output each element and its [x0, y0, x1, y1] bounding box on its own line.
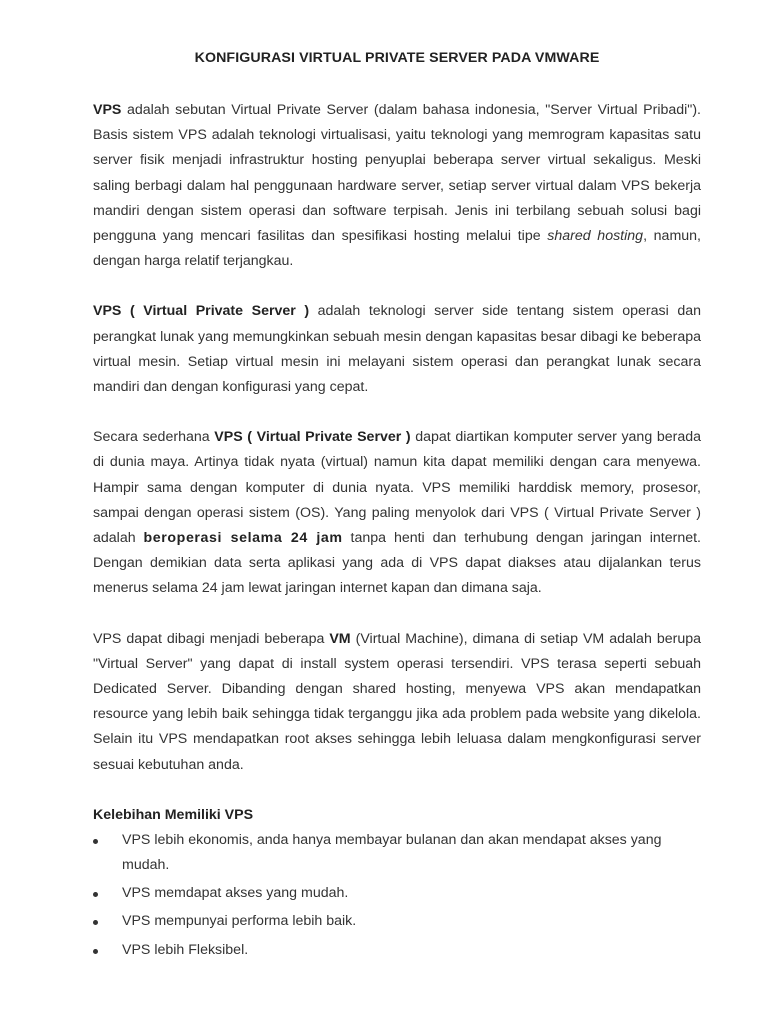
bullet-icon [93, 949, 98, 954]
paragraph-text: (Virtual Machine), dimana di setiap VM adalah berupa "Virtual Server" yang dapat di install system operasi tersendiri. VPS terasa seperti sebuah Dedicated Server. Dibanding dengan shared hosting, menyewa VPS akan mendapatkan resource yang lebih baik sehingga tidak terganggu jika ada problem pada website yang dikelola. Selain itu VPS mendapatkan root akses sehingga lebih leluasa dalam mengkonfigurasi server sesuai kebutuhan anda. [93, 630, 701, 773]
paragraph-text: adalah sebutan Virtual Private Server (dalam bahasa indonesia, "Server Virtual Pribadi"). Basis sistem VPS adalah teknologi virtualisasi, yaitu teknologi yang memrogram kapasitas satu server fisik menjadi infrastruktur hosting penyuplai beberapa server virtual sekaligus. Meski saling berbagi dalam hal penggunaan hardware server, setiap server virtual dalam VPS bekerja mandiri dengan sistem operasi dan software terpisah. Jenis ini terbilang sebuah solusi bagi pengguna yang mencari fasilitas dan spesifikasi hosting melalui tipe [93, 102, 701, 245]
paragraph-text: , namun, dengan harga relatif terjangkau. [93, 228, 701, 270]
paragraph-text: Secara sederhana [93, 429, 215, 446]
list-item-text: VPS lebih ekonomis, anda hanya membayar bulanan dan akan mendapat akses yang mudah. [122, 831, 662, 874]
list-item [93, 881, 701, 906]
bullet-icon [93, 892, 98, 897]
bullet-icon [93, 839, 98, 844]
bold-term: VM [329, 630, 351, 647]
benefits-list [93, 828, 701, 963]
paragraph-text: adalah teknologi server side tentang sistem operasi dan perangkat lunak yang memungkinkan sebuah mesin dengan kapasitas besar dibagi ke beberapa virtual mesin. Setiap virtual mesin ini melayani sistem operasi dan perangkat lunak secara mandiri dan dengan konfigurasi yang cepat. [93, 303, 701, 396]
paragraph-text: VPS dapat dibagi menjadi beberapa [93, 630, 330, 647]
list-item [93, 938, 701, 963]
list-item-text: VPS mempunyai performa lebih baik. [122, 913, 357, 930]
bold-term: VPS ( Virtual Private Server ) [93, 303, 310, 320]
bullet-icon [93, 920, 98, 925]
paragraph-text: tanpa henti dan terhubung dengan jaringan internet. Dengan demikian data serta aplikasi yang ada di VPS dapat diakses atau dijalankan terus menerus selama 24 jam lewat jaringan internet kapan dan dimana saja. [93, 530, 701, 597]
list-item [93, 828, 701, 878]
paragraph-vps-definition [93, 98, 701, 274]
paragraph-vps-technology [93, 299, 701, 400]
italic-term: shared hosting [547, 228, 644, 245]
list-item-text: VPS memdapat akses yang mudah. [122, 885, 349, 902]
bold-term: VPS [93, 102, 122, 118]
list-item [93, 909, 701, 934]
section-heading: Kelebihan Memiliki VPS [93, 806, 254, 823]
paragraph-vps-vm [93, 627, 701, 778]
paragraph-text: dapat diartikan komputer server yang berada di dunia maya. Artinya tidak nyata (virtual) namun kita dapat memiliki dengan cara menyewa. Hampir sama dengan komputer di dunia nyata. VPS memiliki harddisk memory, prosesor, sampai dengan operasi sistem (OS). Yang paling menyolok dari VPS ( Virtual Private Server ) adalah [93, 429, 702, 547]
document-page [93, 46, 701, 963]
document-title: KONFIGURASI VIRTUAL PRIVATE SERVER PADA VMWARE [194, 50, 600, 66]
bold-term: beroperasi selama 24 jam [143, 530, 343, 547]
paragraph-vps-simple [93, 425, 701, 601]
bold-term: VPS ( Virtual Private Server ) [214, 429, 411, 446]
list-item-text: VPS lebih Fleksibel. [122, 941, 249, 958]
